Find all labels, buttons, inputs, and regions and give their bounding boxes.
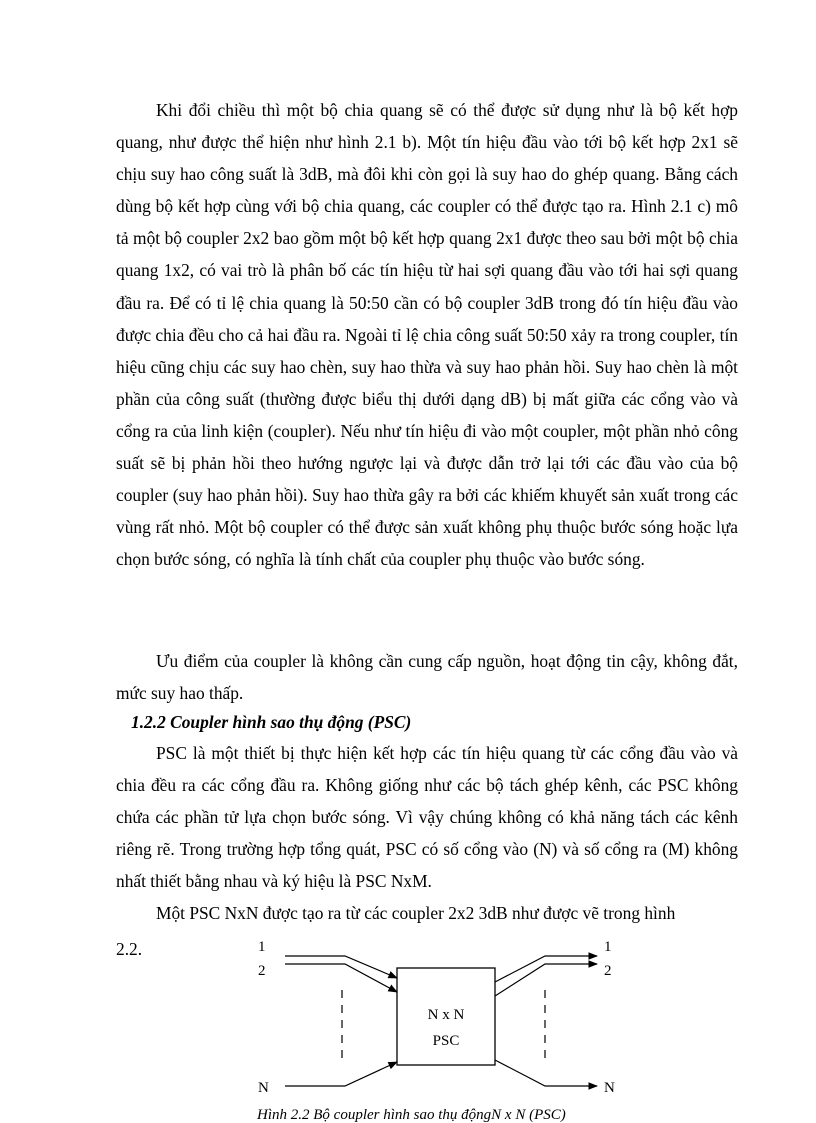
output-arrow-n: [495, 1060, 597, 1086]
psc-box-label-size: N x N: [427, 1007, 465, 1023]
paragraph-psc-construction-end: 2.2.: [116, 939, 143, 959]
paragraph-psc-description: PSC là một thiết bị thực hiện kết hợp các tín hiệu quang từ các cổng đầu vào và chia đều ra các cổng đầu ra. Không giống như các bộ tách ghép kênh, các PSC không chứa các phần tử lựa chọn bước sóng. Vì vậy chúng không có khả năng tách các kênh riêng rẽ. Trong trường hợp tổng quát, PSC có số cổng vào (N) và số cổng ra (M) không nhất thiết bằng nhau và ký hiệu là PSC NxM.: [116, 743, 738, 892]
output-arrow-1: [495, 956, 597, 982]
output-label-2: 2: [604, 963, 612, 979]
paragraph-psc-construction: Một PSC NxN được tạo ra từ các coupler 2x2 3dB như được vẽ trong hình: [156, 903, 676, 923]
input-label-n: N: [258, 1080, 269, 1096]
figure-caption: Hình 2.2 Bộ coupler hình sao thụ độngN x N (PSC): [257, 1107, 566, 1123]
input-arrow-2: [285, 964, 397, 992]
output-label-n: N: [604, 1080, 615, 1096]
input-arrow-n: [285, 1062, 397, 1086]
input-arrow-1: [285, 956, 397, 978]
psc-box-label-name: PSC: [432, 1033, 460, 1049]
input-label-2: 2: [258, 963, 266, 979]
paragraph-coupler-description: Khi đổi chiều thì một bộ chia quang sẽ có thể được sử dụng như là bộ kết hợp quang, như được thể hiện như hình 2.1 b). Một tín hiệu đầu vào tới bộ kết hợp 2x1 sẽ chịu suy hao công suất là 3dB, mà đôi khi còn gọi là suy hao do ghép quang. Bằng cách dùng bộ kết hợp cùng với bộ chia quang, các coupler có thể được tạo ra. Hình 2.1 c) mô tả một bộ coupler 2x2 bao gồm một bộ kết hợp quang 2x1 được theo sau bởi một bộ chia quang 1x2, có vai trò là phân bố các tín hiệu từ hai sợi quang đầu vào tới hai sợi quang đầu ra. Để có tỉ lệ chia quang là 50:50 cần có bộ coupler 3dB trong đó tín hiệu đầu vào được chia đều cho cả hai đầu ra. Ngoài tỉ lệ chia công suất 50:50 xảy ra trong coupler, tín hiệu cũng chịu các suy hao chèn, suy hao thừa và suy hao phản hồi. Suy hao chèn là một phần của công suất (thường được biểu thị dưới dạng dB) bị mất giữa các cổng vào và cổng ra của linh kiện (coupler). Nếu như tín hiệu đi vào một coupler, một phần nhỏ công suất sẽ bị phản hồi theo hướng ngược lại và được dẫn trở lại tới các đầu vào của bộ coupler (suy hao phản hồi). Suy hao thừa gây ra bởi các khiếm khuyết sản xuất trong các vùng rất nhỏ. Một bộ coupler có thể được sản xuất không phụ thuộc bước sóng hoặc lựa chọn bước sóng, có nghĩa là tính chất của coupler phụ thuộc vào bước sóng.: [116, 100, 738, 570]
paragraph-coupler-advantages: Ưu điểm của coupler là không cần cung cấp nguồn, hoạt động tin cậy, không đắt, mức suy hao thấp.: [116, 651, 738, 704]
section-heading-psc: 1.2.2 Coupler hình sao thụ động (PSC): [131, 712, 412, 732]
output-arrow-2: [495, 964, 597, 996]
output-label-1: 1: [604, 939, 612, 955]
input-label-1: 1: [258, 939, 266, 955]
